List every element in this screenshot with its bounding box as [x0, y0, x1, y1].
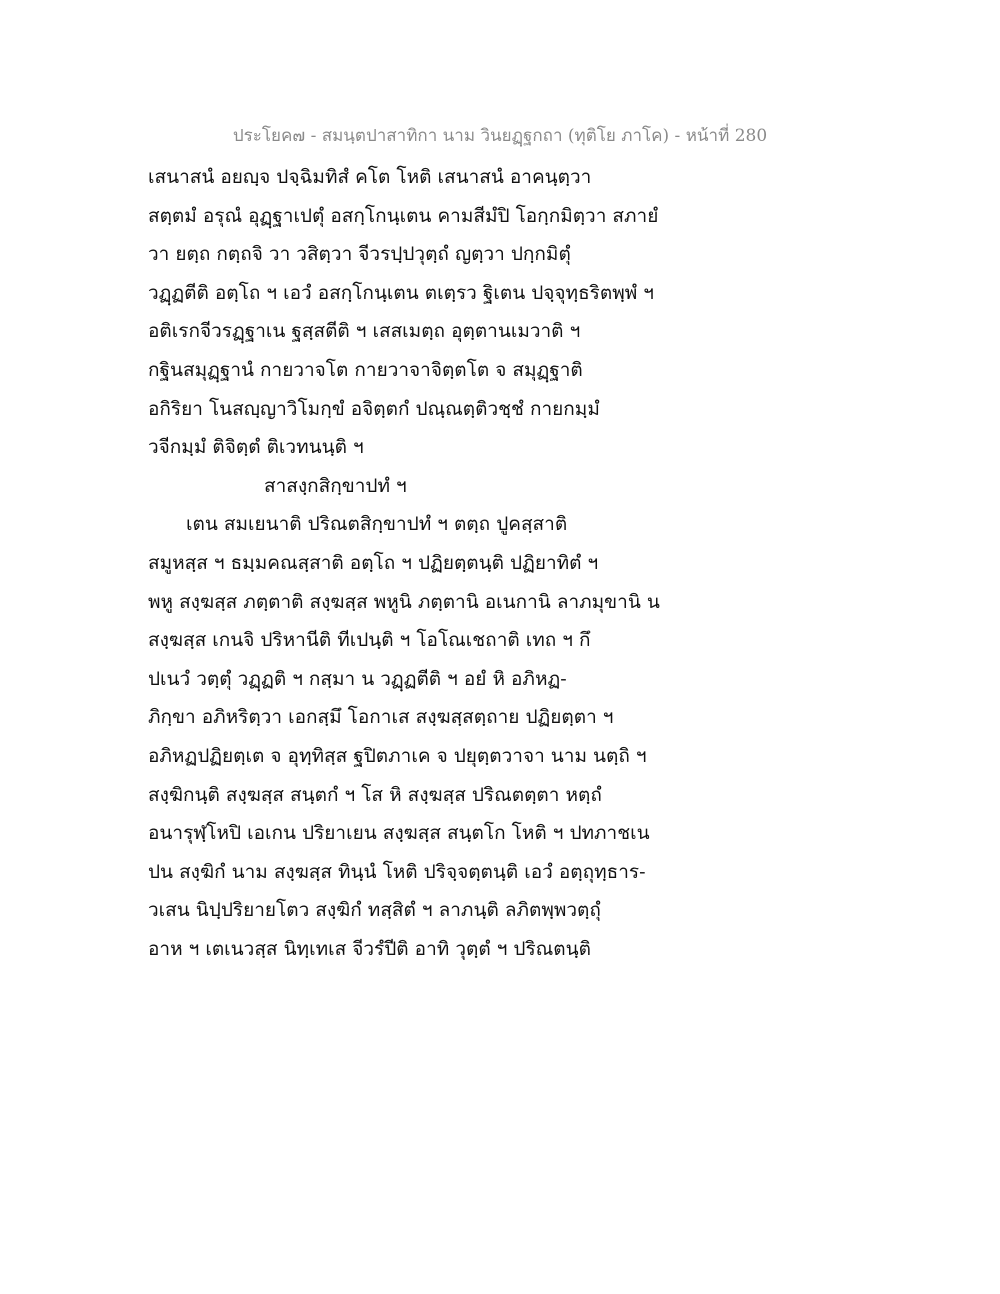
text-line: อาห ฯ เตเนวสฺส นิทฺเทเส จีวรํปีติ อาทิ วุตฺตํ ฯ ปริณตนฺติ	[148, 937, 591, 960]
text-line: อภิหฏปฏิยตฺเต จ อุทฺทิสฺส ฐปิตภาเค จ ปยุตฺตวาจา นาม นตฺถิ ฯ	[148, 744, 647, 767]
text-line: สงฺฆสฺส เกนจิ ปริหานีติ ทีเปนฺติ ฯ โอโณเชถาติ เทถ ฯ กึ	[148, 629, 591, 652]
text-line: พหู สงฺฆสฺส ภตฺตาติ สงฺฆสฺส พหูนิ ภตฺตานิ อเนกานิ ลาภมุขานิ น	[148, 590, 660, 613]
text-line: วฏฺฏตีติ อตฺโถ ฯ เอวํ อสกฺโกนฺเตน ตเตฺรว ฐิเตน ปจฺจุทฺธริตพฺพํ ฯ	[148, 281, 654, 304]
text-line: อกิริยา โนสญฺญาวิโมกฺขํ อจิตฺตกํ ปณฺณตฺติวชฺชํ กายกมฺมํ	[148, 397, 600, 420]
text-line: สตฺตมํ อรุณํ อุฏฺฐาเปตุํ อสกฺโกนฺเตน คามสีมํปิ โอกฺกมิตฺวา สภายํ	[148, 204, 659, 227]
text-line: กฐินสมุฏฺฐานํ กายวาจโต กายวาจาจิตฺตโต จ สมุฏฺฐาติ	[148, 358, 583, 381]
page-header: ประโยค๗ - สมนฺตปาสาทิกา นาม วินยฏฺฐกถา (ทุติโย ภาโค) - หน้าที่ 280	[232, 126, 768, 146]
text-line: ปเนวํ วตฺตุํ วฏฺฏติ ฯ กสฺมา น วฏฺฏตีติ ฯ อยํ หิ อภิหฏ-	[148, 667, 567, 690]
text-line: อนารุฬฺโหปิ เอเกน ปริยาเยน สงฺฆสฺส สนฺตโก โหติ ฯ ปทภาชเน	[148, 822, 650, 845]
paragraph-start: เตน สมเยนาติ ปริณตสิกฺขาปทํ ฯ ตตฺถ ปูคสฺสาติ	[186, 513, 568, 536]
text-line: เสนาสนํ อยญฺจ ปจฺฉิมทิสํ คโต โหติ เสนาสนํ อาคนฺตฺวา	[148, 166, 592, 188]
text-line: สงฺฆิกนฺติ สงฺฆสฺส สนฺตกํ ฯ โส หิ สงฺฆสฺส ปริณตตฺตา หตฺถํ	[148, 783, 602, 806]
text-line: อติเรกจีวรฏฺฐาเน ฐสฺสตีติ ฯ เสสเมตฺถ อุตฺตานเมวาติ ฯ	[148, 320, 581, 343]
text-line: วา ยตฺถ กตฺถจิ วา วสิตฺวา จีวรปฺปวุตฺถํ ญตฺวา ปกฺกมิตุํ	[148, 243, 571, 266]
text-line: ภิกฺขา อภิหริตฺวา เอกสฺมึ โอกาเส สงฺฆสฺสตฺถาย ปฏิยตฺตา ฯ	[148, 706, 614, 729]
text-line: ปน สงฺฆิกํ นาม สงฺฆสฺส ทินฺนํ โหติ ปริจฺจตฺตนฺติ เอวํ อตฺถุทฺธาร-	[148, 860, 646, 883]
section-title: สาสงฺกสิกฺขาปทํ ฯ	[264, 474, 407, 497]
text-line: วจีกมฺมํ ติจิตฺตํ ติเวทนนฺติ ฯ	[148, 436, 364, 459]
body-text	[148, 158, 868, 968]
text-line: วเสน นิปฺปริยายโตว สงฺฆิกํ ทสฺสิตํ ฯ ลาภนฺติ ลภิตพฺพวตฺถุํ	[148, 899, 601, 922]
text-line: สมูหสฺส ฯ ธมฺมคณสฺสาติ อตฺโถ ฯ ปฏิยตฺตนฺติ ปฏิยาทิตํ ฯ	[148, 551, 599, 574]
